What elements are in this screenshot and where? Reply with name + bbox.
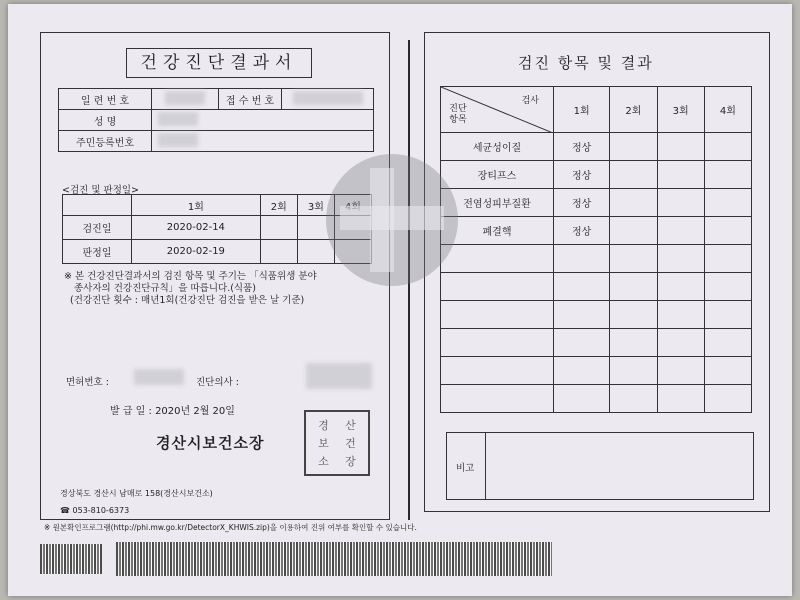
watermark-emblem [326, 154, 458, 286]
note-line-3: (건강진단 횟수 : 매년1회(건강진단 검진을 받은 날 기준) [70, 295, 305, 306]
result-cell-round-2 [610, 217, 657, 245]
result-cell-round-1: 정상 [554, 217, 610, 245]
note-line-1: ※ 본 건강진단결과서의 검진 항목 및 주기는 「식품위생 분야 [64, 271, 317, 282]
result-cell-round-2 [610, 329, 657, 357]
result-cell-round-2 [610, 189, 657, 217]
exam-date-1: 2020-02-14 [132, 216, 261, 240]
result-cell-round-1 [554, 245, 610, 273]
result-cell-round-2 [610, 161, 657, 189]
result-cell-round-3 [657, 245, 704, 273]
result-cell-round-3 [657, 133, 704, 161]
footer-note: ※ 원본확인프로그램(http://phi.mw.go.kr/DetectorX_KHWIS.zip)을 이용하여 진위 여부를 확인할 수 있습니다. [44, 523, 417, 532]
rrn-value [152, 131, 374, 152]
name-value [152, 110, 374, 131]
result-row [441, 189, 752, 217]
large-barcode [116, 542, 552, 576]
result-cell-round-2 [610, 133, 657, 161]
result-row [441, 385, 752, 413]
result-item: 세균성이질 [441, 133, 554, 161]
round-3-header: 3회 [657, 87, 704, 133]
result-cell-round-3 [657, 357, 704, 385]
result-cell-round-1: 정상 [554, 133, 610, 161]
judge-date-1: 2020-02-19 [132, 240, 261, 264]
exam-date-2 [260, 216, 297, 240]
result-item [441, 301, 554, 329]
issuer-name: 경산시보건소장 [156, 434, 265, 452]
issuer-phone: ☎ 053-810-6373 [60, 506, 130, 515]
result-cell-round-2 [610, 273, 657, 301]
receipt-label: 접 수 번 호 [219, 89, 282, 110]
license-value [134, 369, 184, 385]
result-cell-round-2 [610, 357, 657, 385]
result-cell-round-4 [704, 329, 751, 357]
issuer-address: 경상북도 경산시 남매로 158(경산시보건소) [60, 489, 213, 498]
exam-row-label: 검진일 [63, 216, 132, 240]
exam-header-2: 2회 [260, 195, 297, 216]
result-cell-round-3 [657, 385, 704, 413]
exam-date-table [62, 194, 372, 264]
seal-char: 건 [345, 437, 356, 450]
result-row [441, 217, 752, 245]
result-cell-round-2 [610, 385, 657, 413]
exam-header-1: 1회 [132, 195, 261, 216]
result-cell-round-4 [704, 161, 751, 189]
judge-date-2 [260, 240, 297, 264]
result-cell-round-4 [704, 217, 751, 245]
result-row [441, 161, 752, 189]
exam-header-3: 3회 [297, 195, 334, 216]
result-cell-round-3 [657, 329, 704, 357]
judge-date-3 [297, 240, 334, 264]
result-cell-round-3 [657, 189, 704, 217]
exam-header-empty [63, 195, 132, 216]
result-item: 폐결핵 [441, 217, 554, 245]
result-row [441, 273, 752, 301]
seal-char: 장 [345, 455, 356, 468]
doctor-value [306, 363, 372, 389]
result-cell-round-4 [704, 385, 751, 413]
result-cell-round-3 [657, 273, 704, 301]
result-cell-round-4 [704, 301, 751, 329]
result-cell-round-3 [657, 301, 704, 329]
left-title: 건강진단결과서 [126, 48, 312, 78]
note-line-2: 종사자의 건강진단규칙」을 따릅니다.(식품) [74, 283, 256, 294]
result-cell-round-1: 정상 [554, 189, 610, 217]
seal-char: 경 [318, 419, 329, 432]
personal-info-table [58, 88, 374, 152]
result-cell-round-2 [610, 245, 657, 273]
watermark-cross-horizontal [340, 206, 444, 230]
result-item: 전염성피부질환 [441, 189, 554, 217]
result-item [441, 385, 554, 413]
receipt-value [282, 89, 374, 110]
license-label: 면허번호 : [66, 377, 109, 388]
result-cell-round-2 [610, 301, 657, 329]
result-cell-round-1 [554, 385, 610, 413]
exam-section-label: <검진 및 판정일> [62, 185, 140, 196]
round-2-header: 2회 [610, 87, 657, 133]
result-row [441, 329, 752, 357]
rrn-label: 주민등록번호 [59, 131, 152, 152]
result-row [441, 133, 752, 161]
remarks-label: 비고 [456, 463, 475, 474]
header-top-label: 검사 [521, 96, 539, 106]
result-cell-round-1: 정상 [554, 161, 610, 189]
result-row [441, 245, 752, 273]
seal-char: 보 [318, 437, 329, 450]
name-label: 성 명 [59, 110, 152, 131]
result-item: 장티프스 [441, 161, 554, 189]
result-item [441, 357, 554, 385]
result-cell-round-4 [704, 189, 751, 217]
result-item [441, 245, 554, 273]
result-cell-round-4 [704, 357, 751, 385]
serial-value [152, 89, 219, 110]
small-barcode [40, 544, 102, 574]
results-header-corner [441, 87, 554, 133]
result-row [441, 357, 752, 385]
result-cell-round-4 [704, 133, 751, 161]
serial-label: 일 련 번 호 [59, 89, 152, 110]
round-4-header: 4회 [704, 87, 751, 133]
official-seal [304, 410, 370, 476]
result-cell-round-1 [554, 273, 610, 301]
right-title: 검진 항목 및 결과 [518, 54, 654, 72]
result-cell-round-1 [554, 301, 610, 329]
result-cell-round-4 [704, 273, 751, 301]
results-table [440, 86, 752, 413]
result-cell-round-1 [554, 357, 610, 385]
remarks-box [446, 432, 754, 500]
result-cell-round-1 [554, 329, 610, 357]
result-cell-round-3 [657, 161, 704, 189]
result-row [441, 301, 752, 329]
result-item [441, 273, 554, 301]
result-cell-round-4 [704, 245, 751, 273]
judge-row-label: 판정일 [63, 240, 132, 264]
header-bottom-label: 진단 항목 [449, 104, 467, 125]
issue-date: 발 급 일 : 2020년 2월 20일 [110, 406, 235, 417]
result-cell-round-3 [657, 217, 704, 245]
result-item [441, 329, 554, 357]
round-1-header: 1회 [554, 87, 610, 133]
seal-char: 산 [345, 419, 356, 432]
document-sheet [8, 4, 792, 596]
doctor-label: 진단의사 : [196, 377, 239, 388]
seal-char: 소 [318, 455, 329, 468]
